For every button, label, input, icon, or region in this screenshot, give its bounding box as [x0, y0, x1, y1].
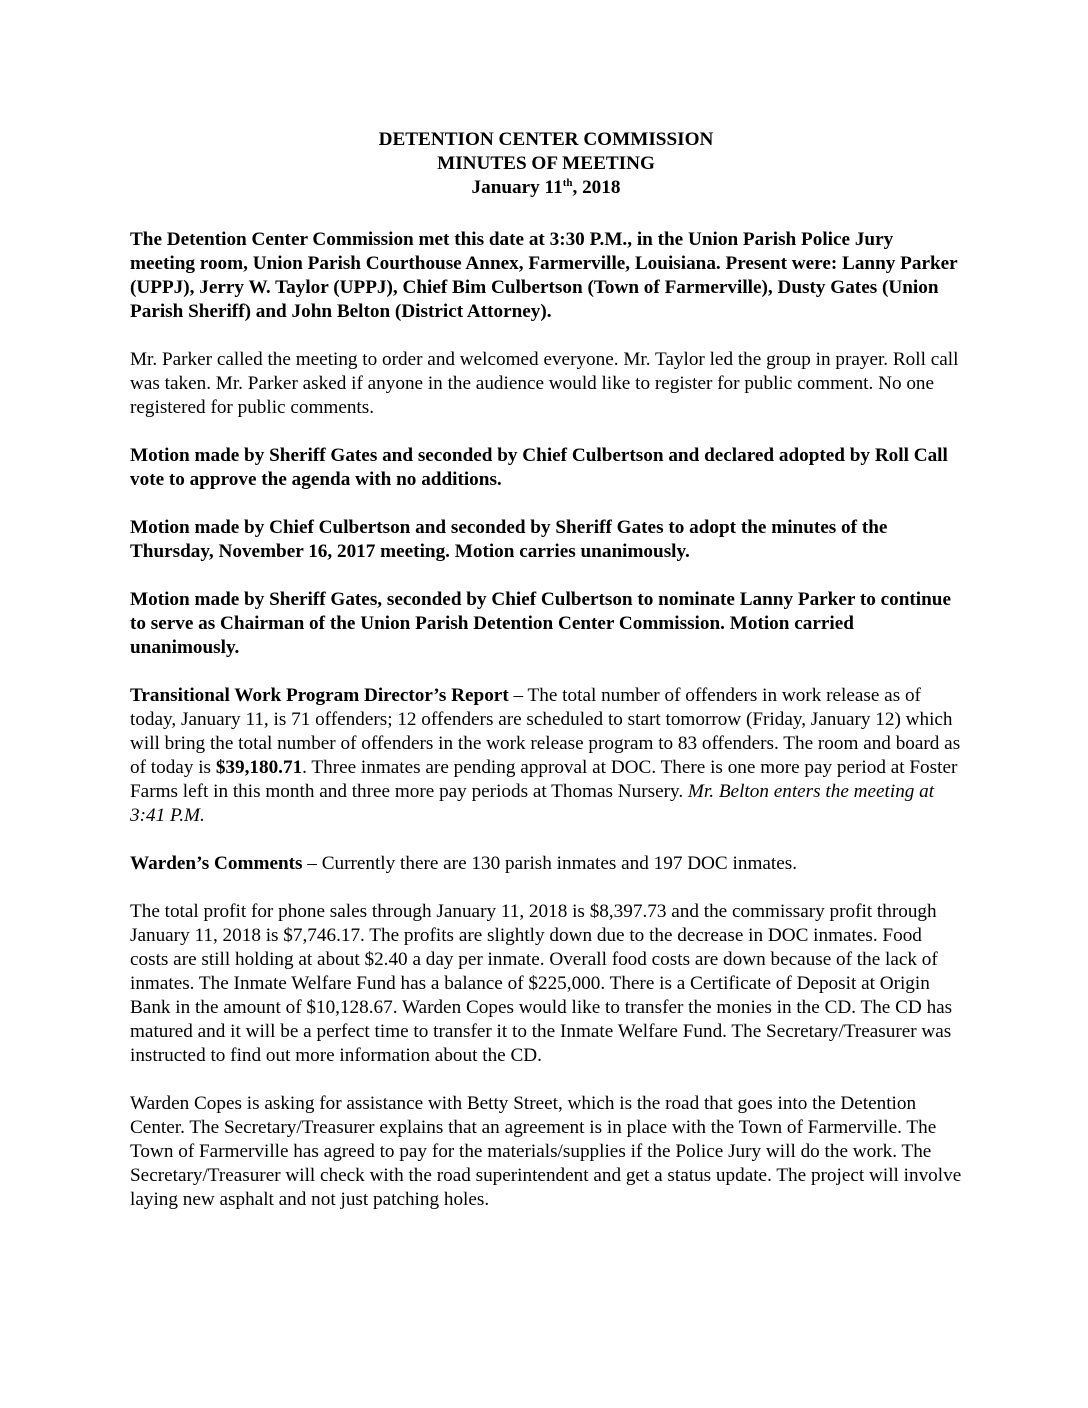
document-body	[130, 128, 962, 1212]
motion-chairman-paragraph: Motion made by Sheriff Gates, seconded by Chief Culbertson to nominate Lanny Parker to continue to serve as Chairman of the Union Parish Detention Center Commission. Motion carried unanimously.	[130, 589, 951, 658]
work-program-report-paragraph	[130, 684, 962, 828]
meeting-date-ordinal: th	[562, 177, 573, 189]
motion-minutes-paragraph: Motion made by Chief Culbertson and seconded by Sheriff Gates to adopt the minutes of the Thursday, November 16, 2017 meeting. Motion carries unanimously.	[130, 517, 888, 562]
room-and-board-amount: $39,180.71	[215, 757, 303, 778]
commission-title: DETENTION CENTER COMMISSION	[378, 129, 714, 150]
wardens-comments-title: Warden’s Comments	[130, 853, 303, 874]
work-program-report-title: Transitional Work Program Director’s Report	[130, 685, 509, 706]
intro-paragraph: The Detention Center Commission met this date at 3:30 P.M., in the Union Parish Police Jury meeting room, Union Parish Courthouse Annex, Farmerville, Louisiana. Present were: Lanny Parker (UPPJ), Jerry W. Taylor (UPPJ), Chief Bim Culbertson (Town of Farmerville), Dusty Gates (Union Parish Sheriff) and John Belton (District Attorney).	[130, 229, 958, 322]
document-header	[130, 128, 962, 200]
wardens-comments-text: – Currently there are 130 parish inmates and 197 DOC inmates.	[302, 853, 797, 874]
meeting-date	[130, 176, 962, 200]
profit-report-paragraph: The total profit for phone sales through January 11, 2018 is $8,397.73 and the commissary profit through January 11, 2018 is $7,746.17. The profits are slightly down due to the decrease in DOC inmates. Food costs are still holding at about $2.40 a day per inmate. Overall food costs are down because of the lack of inmates. The Inmate Welfare Fund has a balance of $225,000. There is a Certificate of Deposit at Origin Bank in the amount of $10,128.67. Warden Copes would like to transfer the monies in the CD. The CD has matured and it will be a perfect time to transfer it to the Inmate Welfare Fund. The Secretary/Treasurer was instructed to find out more information about the CD.	[130, 901, 953, 1066]
opening-paragraph: Mr. Parker called the meeting to order and welcomed everyone. Mr. Taylor led the group in prayer. Roll call was taken. Mr. Parker asked if anyone in the audience would like to register for public comment. No one registered for public comments.	[130, 349, 959, 418]
belton-arrival-note: Mr. Belton enters the meeting at 3:41 P.M.	[130, 781, 935, 826]
meeting-date-year: , 2018	[572, 177, 621, 198]
work-program-report-text-cont: . Three inmates are pending approval at DOC. There is one more pay period at Foster Farms left in this month and three more pay periods at Thomas Nursery.	[130, 757, 958, 802]
motion-agenda-paragraph: Motion made by Sheriff Gates and seconded by Chief Culbertson and declared adopted by Roll Call vote to approve the agenda with no additions.	[130, 445, 948, 490]
betty-street-paragraph: Warden Copes is asking for assistance with Betty Street, which is the road that goes into the Detention Center. The Secretary/Treasurer explains that an agreement is in place with the Town of Farmerville. The Town of Farmerville has agreed to pay for the materials/supplies if the Police Jury will do the work. The Secretary/Treasurer will check with the road superintendent and get a status update. The project will involve laying new asphalt and not just patching holes.	[130, 1093, 962, 1210]
work-program-report-text: – The total number of offenders in work release as of today, January 11, is 71 offenders; 12 offenders are scheduled to start tomorrow (Friday, January 12) which will bring the total number of offenders in the work release program to 83 offenders. The room and board as of today is	[130, 685, 961, 778]
meeting-date-month-day: January 11	[471, 177, 563, 198]
minutes-title: MINUTES OF MEETING	[437, 153, 655, 174]
wardens-comments-paragraph	[130, 852, 962, 876]
